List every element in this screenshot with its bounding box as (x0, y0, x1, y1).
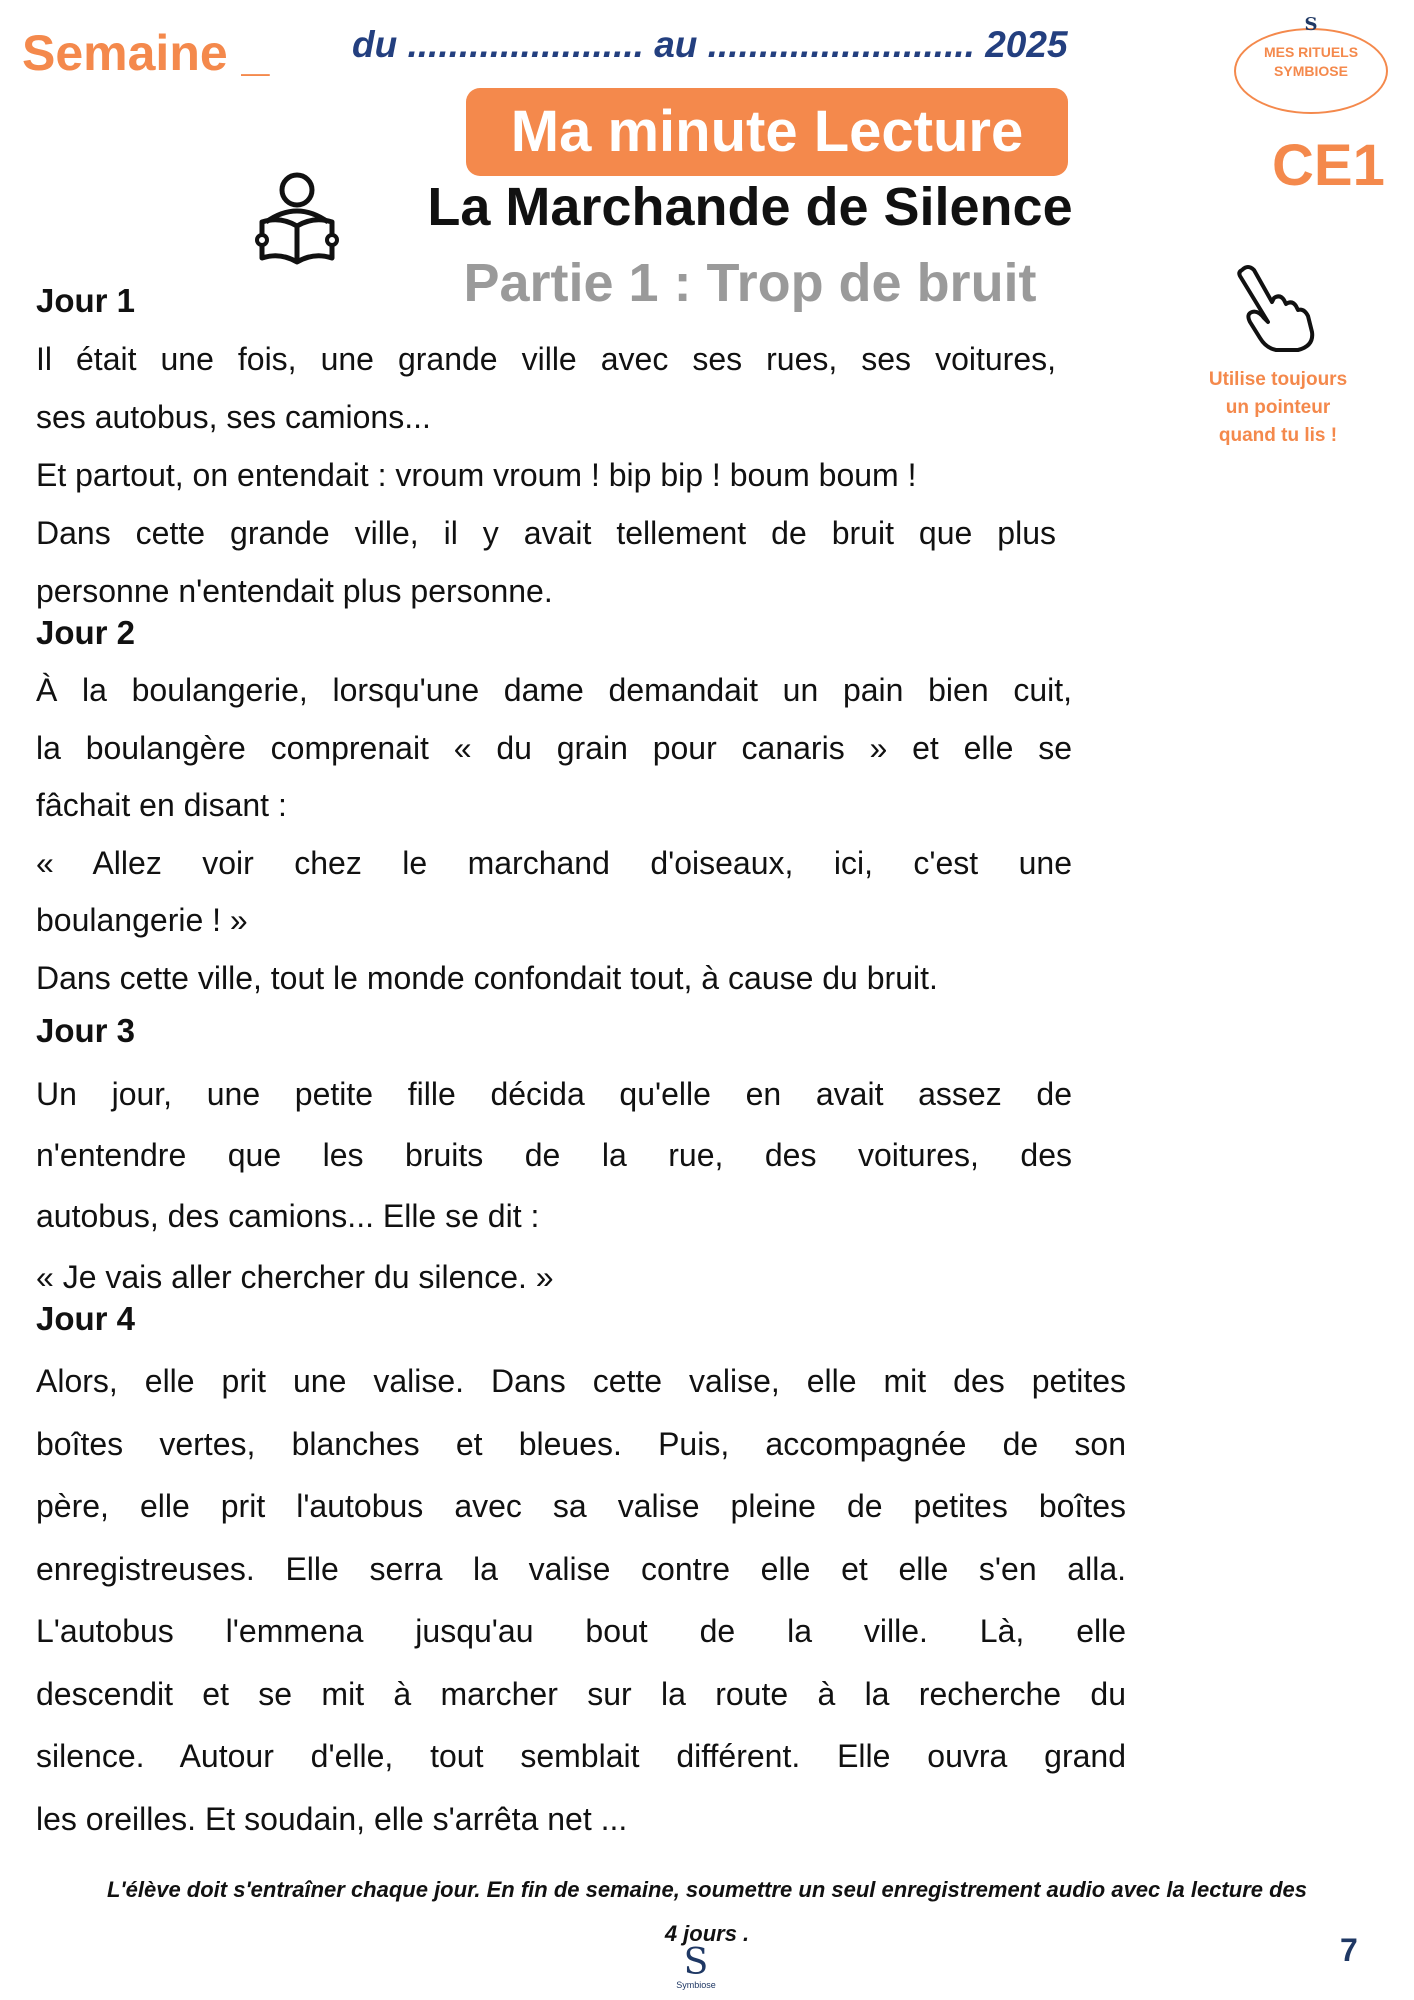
text-line: Dans cette grande ville, il y avait tellement de bruit que plus (36, 515, 1056, 551)
footer-line-2: 4 jours . (664, 1921, 750, 1946)
day-2-heading: Jour 2 (36, 614, 136, 651)
badge-line-2: SYMBIOSE (1274, 63, 1348, 79)
text-line: descendit et se mit à marcher sur la route à la recherche du (36, 1675, 1126, 1712)
footer-logo-text: Symbiose (676, 1980, 716, 1990)
text-line: « Allez voir chez le marchand d'oiseaux, ici, c'est une (36, 844, 1072, 881)
day-3-paragraph (36, 1064, 1072, 1308)
week-label: Semaine _ (22, 25, 270, 81)
day-4-heading: Jour 4 (36, 1300, 136, 1337)
text-line: silence. Autour d'elle, tout semblait différent. Elle ouvra grand (36, 1738, 1126, 1774)
text-line: ses autobus, ses camions... (36, 399, 431, 435)
text-line: la boulangère comprenait « du grain pour canaris » et elle se (36, 729, 1072, 766)
story-title: La Marchande de Silence (427, 177, 1073, 237)
tip-line-3: quand tu lis ! (1218, 425, 1338, 446)
text-line: père, elle prit l'autobus avec sa valise pleine de petites boîtes (36, 1488, 1126, 1524)
text-line: autobus, des camions... Elle se dit : (36, 1198, 540, 1234)
pointing-hand-icon (1232, 262, 1316, 352)
text-line: n'entendre que les bruits de la rue, des voitures, des (36, 1137, 1072, 1173)
text-line: Et partout, on entendait : vroum vroum ! bip bip ! boum boum ! (36, 457, 917, 493)
text-line: personne n'entendait plus personne. (36, 573, 553, 609)
page-number: 7 (1340, 1932, 1358, 1968)
text-line: L'autobus l'emmena jusqu'au bout de la ville. Là, elle (36, 1613, 1126, 1649)
level-label: CE1 (1272, 133, 1385, 198)
text-line: Un jour, une petite fille décida qu'elle en avait assez de (36, 1076, 1072, 1112)
banner-title: Ma minute Lecture (466, 88, 1068, 176)
badge-line-1: MES RITUELS (1263, 44, 1359, 60)
day-1-paragraph (36, 330, 1056, 620)
day-1-heading: Jour 1 (36, 282, 136, 319)
tip-line-1: Utilise toujours (1208, 369, 1348, 390)
text-line: Dans cette ville, tout le monde confondait tout, à cause du bruit. (36, 959, 938, 996)
tip-line-2: un pointeur (1225, 397, 1331, 418)
symbiose-footer-logo (676, 1942, 716, 1990)
text-line: enregistreuses. Elle serra la valise contre elle et elle s'en alla. (36, 1550, 1126, 1587)
text-line: « Je vais aller chercher du silence. » (36, 1259, 554, 1295)
text-line: les oreilles. Et soudain, elle s'arrêta net ... (36, 1800, 628, 1837)
rituels-badge (1234, 14, 1388, 114)
text-line: boulangerie ! » (36, 902, 248, 938)
date-range: du ....................... au .......................... 2025 (352, 24, 1068, 65)
story-subtitle: Partie 1 : Trop de bruit (463, 253, 1037, 313)
footer-line-1: L'élève doit s'entraîner chaque jour. En fin de semaine, soumettre un seul enregistrement audio avec la lecture des (106, 1877, 1308, 1902)
text-line: Alors, elle prit une valise. Dans cette valise, elle mit des petites (36, 1363, 1126, 1399)
symbiose-logo-icon: S (1304, 14, 1318, 35)
day-2-paragraph (36, 662, 1072, 1007)
pointer-tip (1196, 366, 1360, 450)
text-line: fâchait en disant : (36, 787, 287, 823)
day-4-paragraph (36, 1350, 1126, 1850)
text-line: À la boulangerie, lorsqu'une dame demandait un pain bien cuit, (36, 672, 1072, 708)
reading-child-icon (254, 170, 340, 266)
symbiose-s-icon: S (683, 1942, 709, 1983)
day-3-heading: Jour 3 (36, 1012, 136, 1049)
text-line: boîtes vertes, blanches et bleues. Puis, accompagnée de son (36, 1425, 1126, 1462)
text-line: Il était une fois, une grande ville avec ses rues, ses voitures, (36, 341, 1056, 377)
